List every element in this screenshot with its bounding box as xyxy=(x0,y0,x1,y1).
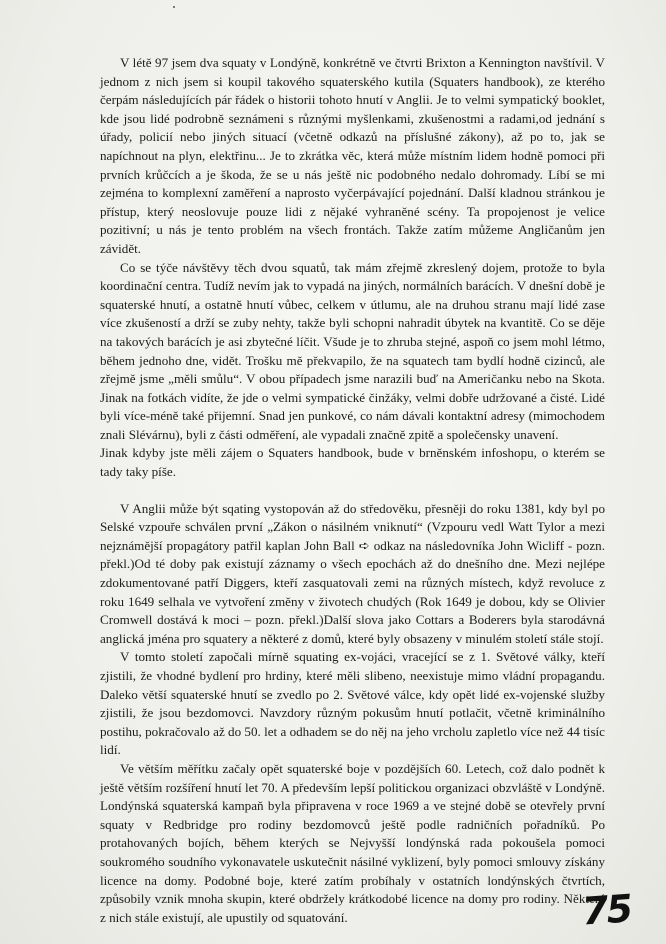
paragraph-history-sixties: Ve větším měřítku začaly opět squaterské boje v pozdějších 60. Letech, což dalo podnět k ještě větším rozšíření hnutí let 70. A především lepší politickou organizaci obzvláště v Londýně. Londýnská squaterská kampaň byla připravena v roce 1969 a ve stejné době se otevřely první squaty v Redbridge pro rodiny bezdomovců ještě podle radničních pořadníků. Po protahovaných bojích, během kterých se Nejvyšší londýnská rada pokoušela pomoci soukromého soudního vykonavatele uskutečnit násilné vyklizení, byly pomoci smlouvy získány licence na domy. Podobné boje, které zatím probíhaly v ostatních londýnských čtvrtích, způsobily vznik mnoha skupin, které obdržely krátkodobé licence na domy pro rodiny. Některé z nich stále existují, ale upustily od squatování. xyxy=(100,760,605,925)
scan-speck xyxy=(173,6,175,8)
paragraph-history-medieval: V Anglii může být sqating vystopován až do středověku, přesněji do roku 1381, kdy byl po Selské vzpouře schválen první „Zákon o násilném vniknutí“ (Vzpouru vedl Watt Tylor a mezi nejznámější propagátory patřil kaplan John Ball ➪ odkaz na následovníka John Wicliff - pozn. překl.)Od té doby pak existují záznamy o všech epochách až do dnešního dne. Mezi nejlépe zdokumentované patří Diggers, kteří zasquatovali zemi na různých místech, když revoluce z roku 1649 selhala ve vytvoření změny v životech chudých (Rok 1649 je dobou, kdy se Olivier Cromwell dostává k moci – pozn. překl.)Další slova jako Cottars a Boderers byla starodávná anglická jména pro squatery a některé z domů, které byly obsazeny v minulém století stále stojí. xyxy=(100,500,605,646)
page-number: 75 xyxy=(580,886,633,934)
article-body xyxy=(100,54,605,927)
paragraph-history-wars: V tomto století započali mírně squating ex-vojáci, vracející se z 1. Světové války, kteří zjistili, že vhodné bydlení pro hrdiny, které měli slibeno, neexistuje mimo vládní propagandu. Daleko větší squaterské hnutí se zvedlo po 2. Světové válce, kdy opět lidé ex-vojenské služby zjistili, že jsou bezdomovci. Navzdory různým pokusům hnutí potlačit, včetně kriminálního postihu, pokračovalo až do 50. let a odhadem se do něj na jeho vrcholu zapletlo více než 44 tisíc lidí. xyxy=(100,649,605,758)
paragraph-squat-visit: Co se týče návštěvy těch dvou squatů, tak mám zřejmě zkreslený dojem, protože to byla koordinační centra. Tudíž nevím jak to vypadá na jiných, normálních barácích. V dnešní době je squaterské hnutí, a ostatně hnutí vůbec, celkem v útlumu, ale na druhou stranu mají lidé zase více zkušeností a drží se zuby nehty, takže byli schopni nahradit úbytek na kvantitě. Co se děje na takových barácích je asi zbytečné líčit. Všude je to zhruba stejné, aspoň co jsem mohl létmo, během jednoho dne, vidět. Trošku mě překvapilo, že na squatech tam bydlí hodně cizinců, ale zřejmě jsme „měli smůlu“. V obou případech jsme narazili buď na Američanku nebo na Skota. Jinak na fotkách vidíte, že jde o velmi sympatické činžáky, velmi dobře udržované a čisté. Lidé byli více-méně také přijemní. Snad jen punkové, co nám dávali kontaktní adresy (mimochodem znali Slévárnu), byli z části odměření, ale vypadali značně zpitě a společensky unavení. xyxy=(100,259,605,442)
paragraph-handbook-note: Jinak kdyby jste měli zájem o Squaters handbook, bude v brněnském infoshopu, o kterém se tady taky píše. xyxy=(100,445,605,480)
paragraph-intro: V létě 97 jsem dva squaty v Londýně, konkrétně ve čtvrti Brixton a Kennington navštívil. V jednom z nich jsem si koupil takového squaterského kutila (Squaters handbook), ze kterého čerpám následujících pár řádek o historii tohoto hnutí v Anglii. Je to velmi sympatický booklet, kde jsou lidé podrobně seznámeni s různými myšlenkami, zkušenostmi a radami,od jednání s úřady, policií nebo jiných situací (včetně odkazů na příslušné zákony), až po to, jak se napíchnout na plyn, elektřinu... Je to zkrátka věc, která může místním lidem hodně pomoci při prvních krůčcích a je škoda, že se u nás ještě nic podobného nedalo dohromady. Líbí se mi zejména to komplexní zaměření a naprosto vyčerpávající pojednání. Další kladnou stránkou je přístup, který neoslovuje pouze lidi z nějaké vyhraněné scény. Ta propojenost je velice pozitivní; u nás je tento problém na všech frontách. Takže zatím můžeme Angličanům jen závidět. xyxy=(100,55,605,256)
